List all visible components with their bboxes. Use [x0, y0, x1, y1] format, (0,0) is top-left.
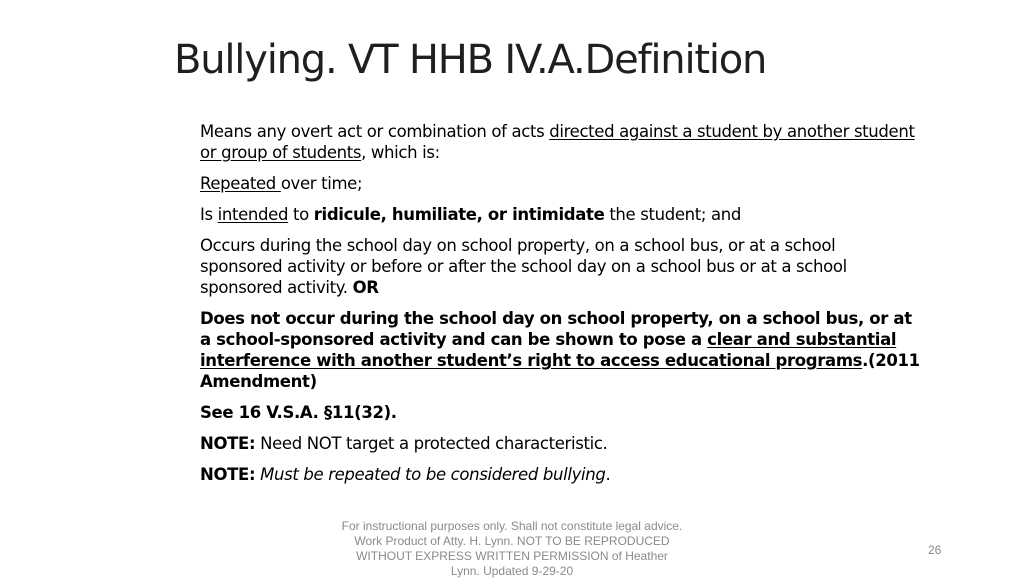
- occurs-text: Occurs during the school day on school property, on a school bus, or at a school sponsored activity or before or after the school day on a school bus or at a school sponsored activity.: [200, 236, 847, 297]
- note-protected: [200, 433, 920, 454]
- note-label-1: NOTE:: [200, 434, 256, 453]
- intended-bold: ridicule, humiliate, or intimidate: [313, 205, 605, 224]
- intended-prefix: Is: [200, 205, 218, 224]
- offcampus-tail: .(2011 Amendment): [200, 351, 920, 391]
- definition-intro: [200, 121, 920, 163]
- intended-to: to: [288, 205, 314, 224]
- criterion-occurs: [200, 235, 920, 298]
- note-period-2: .: [605, 465, 611, 484]
- occurs-or: OR: [352, 278, 379, 297]
- intro-text: Means any overt act or combination of acts: [200, 122, 550, 141]
- statute-citation: See 16 V.S.A. §11(32).: [200, 403, 397, 422]
- slide-title: Bullying. VT HHB IV.A.Definition: [174, 37, 767, 83]
- note-text-1: Need NOT target a protected characteristic.: [255, 434, 608, 453]
- definition-body: [200, 121, 920, 495]
- intro-tail: , which is:: [361, 143, 440, 162]
- footer-disclaimer: For instructional purposes only. Shall not constitute legal advice. Work Product of Atty. H. Lynn. NOT TO BE REPRODUCED WITHOUT EXPRESS WRITTEN PERMISSION of Heather Lynn. Updated 9-29-20: [341, 519, 683, 578]
- repeated-word: Repeated: [200, 174, 281, 193]
- offcampus-text: Does not occur during the school day on school property, on a school bus, or at a school-sponsored activity and can be shown to pose a: [200, 309, 912, 349]
- criterion-intended: [200, 204, 920, 225]
- note-label-2: NOTE:: [200, 465, 256, 484]
- offcampus-underlined: clear and substantial interference with another student’s right to access educational programs: [200, 330, 897, 370]
- criterion-off-campus: [200, 308, 920, 392]
- intended-tail: the student; and: [604, 205, 741, 224]
- intro-underlined: directed against a student by another student or group of students: [200, 122, 915, 162]
- note-text-2: Must be repeated to be considered bullying: [260, 465, 606, 484]
- page-number: 26: [928, 543, 942, 557]
- criterion-repeated: [200, 173, 920, 194]
- intended-word: intended: [217, 205, 289, 224]
- note-repeated: [200, 464, 920, 485]
- repeated-tail: over time;: [280, 174, 363, 193]
